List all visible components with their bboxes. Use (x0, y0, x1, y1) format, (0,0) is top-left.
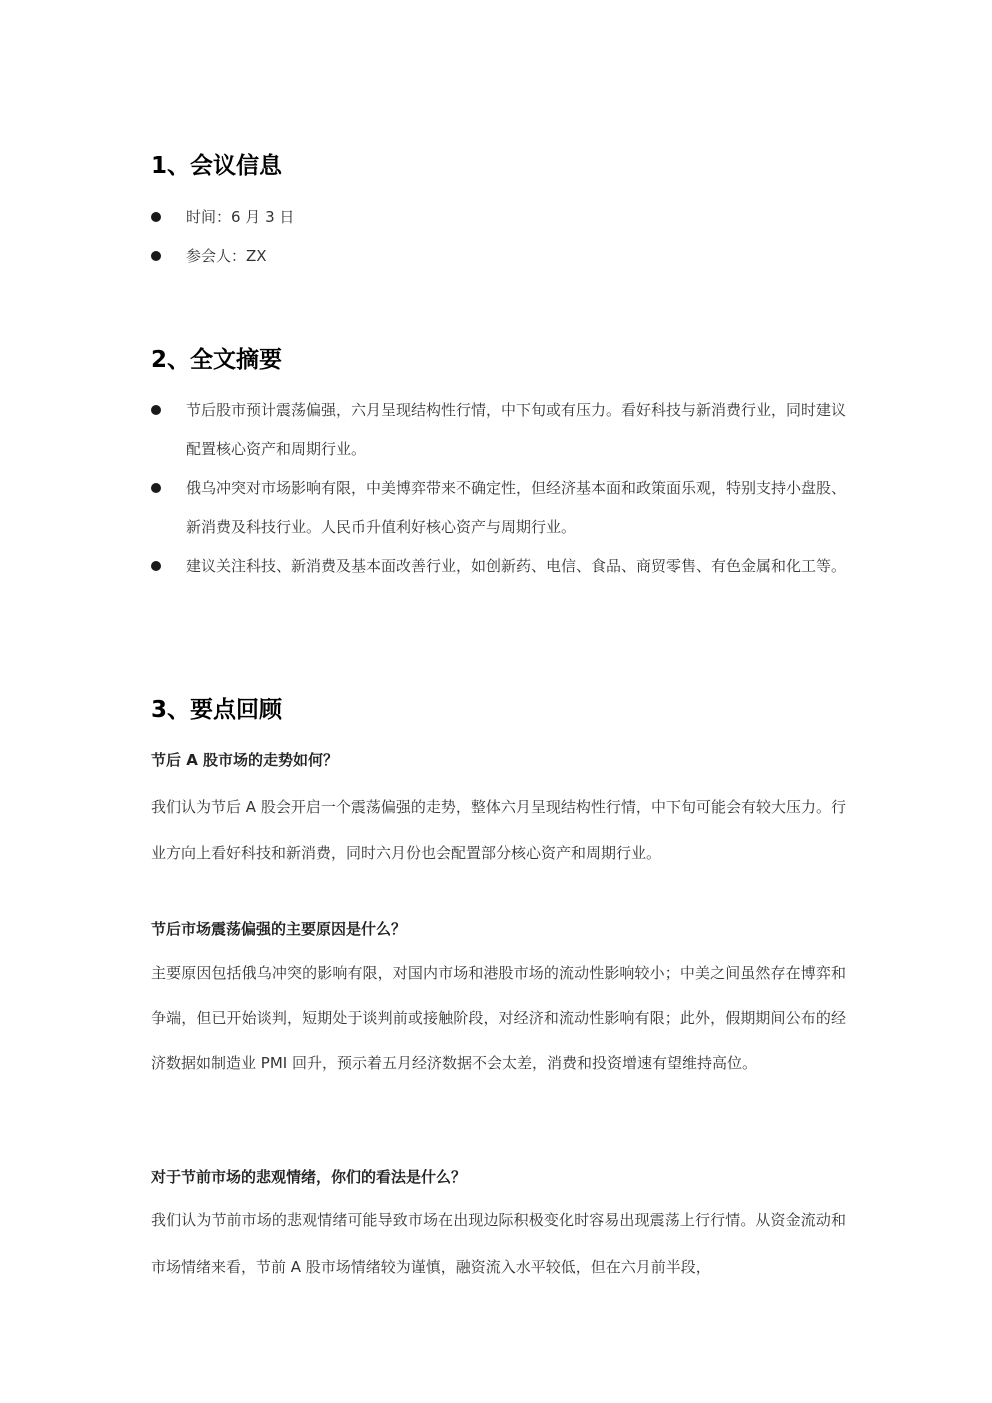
section-title-meeting-info: 1、会议信息 (151, 153, 283, 179)
qa-answer: 主要原因包括俄乌冲突的影响有限，对国内市场和港股市场的流动性影响较小；中美之间虽然存在博弈和争端，但已开始谈判，短期处于谈判前或接触阶段，对经济和流动性影响有限；此外，假期期间公布的经济数据如制造业 PMI 回升，预示着五月经济数据不会太差，消费和投资增速有望维持高位。 (151, 964, 846, 1072)
qa-question: 节后 A 股市场的走势如何？ (151, 751, 339, 769)
summary-item: 节后股市预计震荡偏强，六月呈现结构性行情，中下旬或有压力。看好科技与新消费行业，同时建议配置核心资产和周期行业。 (186, 401, 847, 458)
section-title-summary: 2、全文摘要 (151, 347, 283, 373)
qa-answer: 我们认为节后 A 股会开启一个震荡偏强的走势，整体六月呈现结构性行情，中下旬可能会有较大压力。行业方向上看好科技和新消费，同时六月份也会配置部分核心资产和周期行业。 (151, 798, 846, 862)
bullet-icon (151, 251, 161, 261)
section-title-key-points: 3、要点回顾 (151, 697, 283, 723)
qa-question: 对于节前市场的悲观情绪，你们的看法是什么？ (151, 1168, 467, 1186)
meeting-attendees: 参会人：ZX (186, 247, 267, 265)
bullet-icon (151, 212, 161, 222)
bullet-icon (151, 405, 161, 415)
qa-answer: 我们认为节前市场的悲观情绪可能导致市场在出现边际积极变化时容易出现震荡上行行情。从资金流动和市场情绪来看，节前 A 股市场情绪较为谨慎，融资流入水平较低，但在六月前半段， (151, 1211, 846, 1276)
bullet-icon (151, 561, 161, 571)
bullet-icon (151, 483, 161, 493)
meeting-time: 时间：6 月 3 日 (186, 208, 295, 226)
summary-item: 俄乌冲突对市场影响有限，中美博弈带来不确定性，但经济基本面和政策面乐观，特别支持小盘股、新消费及科技行业。人民币升值利好核心资产与周期行业。 (186, 479, 847, 536)
summary-item: 建议关注科技、新消费及基本面改善行业，如创新药、电信、食品、商贸零售、有色金属和化工等。 (186, 557, 847, 575)
qa-question: 节后市场震荡偏强的主要原因是什么？ (151, 920, 407, 938)
